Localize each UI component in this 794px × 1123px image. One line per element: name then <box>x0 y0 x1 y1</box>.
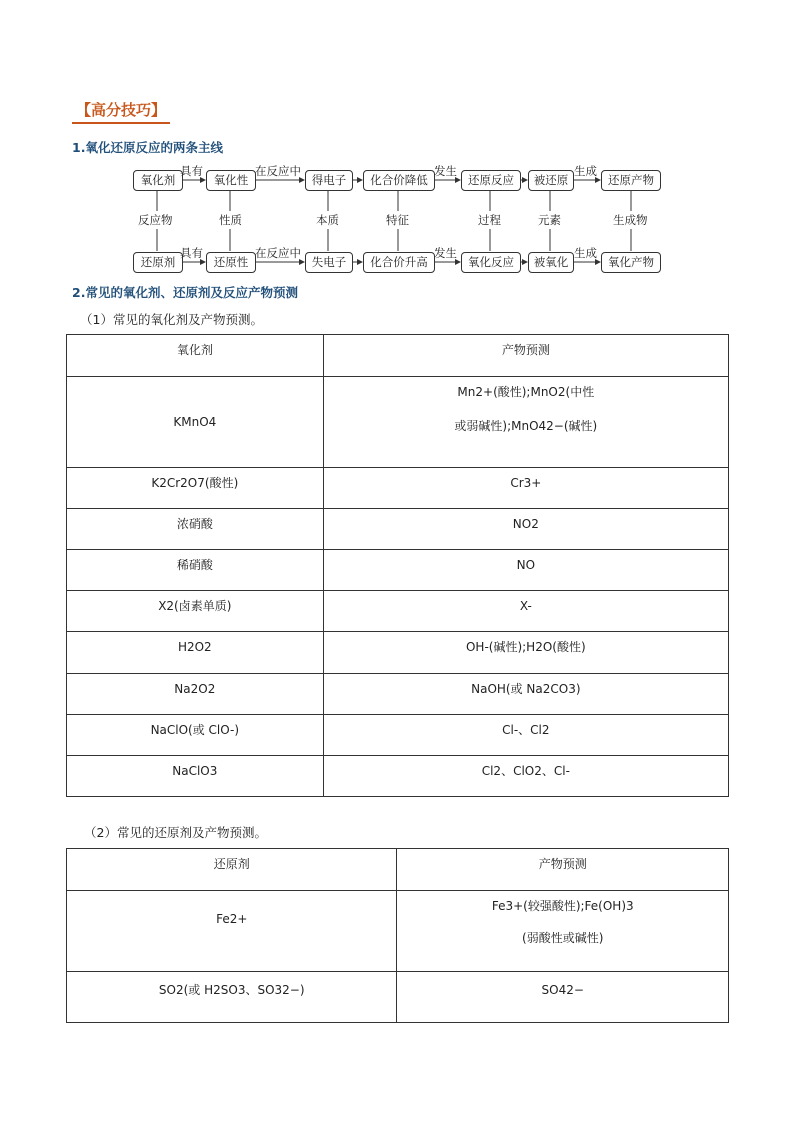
table-row <box>67 715 729 756</box>
table-row <box>67 756 729 797</box>
box-reduced: 被还原 <box>528 170 574 191</box>
oxidant-cell: NaClO3 <box>67 756 324 797</box>
label-property: 性质 <box>219 213 242 227</box>
product-cell: NaOH(或 Na2CO3) <box>323 674 728 715</box>
box-gain-electrons: 得电子 <box>305 170 353 191</box>
product-cell: OH-(碱性);H2O(酸性) <box>323 632 728 674</box>
product-line: Mn2+(酸性);MnO2(中性 <box>457 385 595 399</box>
oxidant-cell: KMnO4 <box>67 377 324 468</box>
product-line: 或弱碱性);MnO42−(碱性) <box>454 419 598 434</box>
oxidant-cell: 浓硝酸 <box>67 509 324 550</box>
subheading-oxidants: （1）常见的氧化剂及产物预测。 <box>80 312 263 327</box>
label-bottom-in-reaction: 在反应中 <box>255 246 301 260</box>
box-oxidant: 氧化剂 <box>133 170 183 191</box>
table-row <box>67 509 729 550</box>
box-oxidized: 被氧化 <box>528 252 574 273</box>
subheading-reductants: （2）常见的还原剂及产物预测。 <box>84 825 267 840</box>
label-element: 元素 <box>538 213 561 227</box>
header-product: 产物预测 <box>397 849 729 891</box>
product-cell: Cl-、Cl2 <box>323 715 728 756</box>
product-line: Fe3+(较强酸性);Fe(OH)3 <box>491 899 634 913</box>
label-bottom-undergo: 发生 <box>434 246 457 260</box>
table-row <box>67 377 729 468</box>
heading-main-lines: 1.氧化还原反应的两条主线 <box>72 140 223 155</box>
box-reduction-reaction: 还原反应 <box>461 170 521 191</box>
heading-agents-products: 2.常见的氧化剂、还原剂及反应产物预测 <box>72 285 298 300</box>
oxidant-cell: Na2O2 <box>67 674 324 715</box>
reductant-cell: SO2(或 H2SO3、SO32−) <box>67 972 397 1023</box>
section-tag: 【高分技巧】 <box>72 98 170 124</box>
box-reducing-property: 还原性 <box>206 252 256 273</box>
label-top-generate: 生成 <box>574 164 597 178</box>
label-bottom-have: 具有 <box>180 246 203 260</box>
header-reductant: 还原剂 <box>67 849 397 891</box>
label-process: 过程 <box>478 213 501 227</box>
box-valence-increase: 化合价升高 <box>363 252 435 273</box>
table-row <box>67 972 729 1023</box>
header-product: 产物预测 <box>323 335 728 377</box>
product-cell: SO42− <box>397 972 729 1023</box>
box-valence-decrease: 化合价降低 <box>363 170 435 191</box>
header-oxidant: 氧化剂 <box>67 335 324 377</box>
box-lose-electrons: 失电子 <box>305 252 353 273</box>
product-line: (弱酸性或碱性) <box>522 931 604 946</box>
table-row <box>67 591 729 632</box>
table-row <box>67 468 729 509</box>
label-top-undergo: 发生 <box>434 164 457 178</box>
label-product: 生成物 <box>613 213 648 227</box>
product-cell <box>323 377 728 468</box>
table-row <box>67 550 729 591</box>
reductant-cell: Fe2+ <box>67 891 397 972</box>
box-oxidation-product: 氧化产物 <box>601 252 661 273</box>
oxidant-cell: H2O2 <box>67 632 324 674</box>
oxidant-cell: NaClO(或 ClO-) <box>67 715 324 756</box>
table-header-row <box>67 849 729 891</box>
label-top-have: 具有 <box>180 164 203 178</box>
table-header-row <box>67 335 729 377</box>
label-reactant: 反应物 <box>138 213 173 227</box>
oxidant-cell: X2(卤素单质) <box>67 591 324 632</box>
table-row <box>67 632 729 674</box>
product-cell: X- <box>323 591 728 632</box>
label-essence: 本质 <box>316 213 339 227</box>
label-bottom-generate: 生成 <box>574 246 597 260</box>
box-reductant: 还原剂 <box>133 252 183 273</box>
oxidant-cell: K2Cr2O7(酸性) <box>67 468 324 509</box>
oxidant-table <box>66 334 729 797</box>
table-row <box>67 674 729 715</box>
box-oxidation-reaction: 氧化反应 <box>461 252 521 273</box>
label-top-in-reaction: 在反应中 <box>255 164 301 178</box>
label-feature: 特征 <box>386 213 409 227</box>
box-oxidizing-property: 氧化性 <box>206 170 256 191</box>
product-cell: Cr3+ <box>323 468 728 509</box>
reductant-table <box>66 848 729 1023</box>
product-cell: NO <box>323 550 728 591</box>
product-cell <box>397 891 729 972</box>
box-reduction-product: 还原产物 <box>601 170 661 191</box>
table-row <box>67 891 729 972</box>
oxidant-cell: 稀硝酸 <box>67 550 324 591</box>
product-cell: NO2 <box>323 509 728 550</box>
product-cell: Cl2、ClO2、Cl- <box>323 756 728 797</box>
